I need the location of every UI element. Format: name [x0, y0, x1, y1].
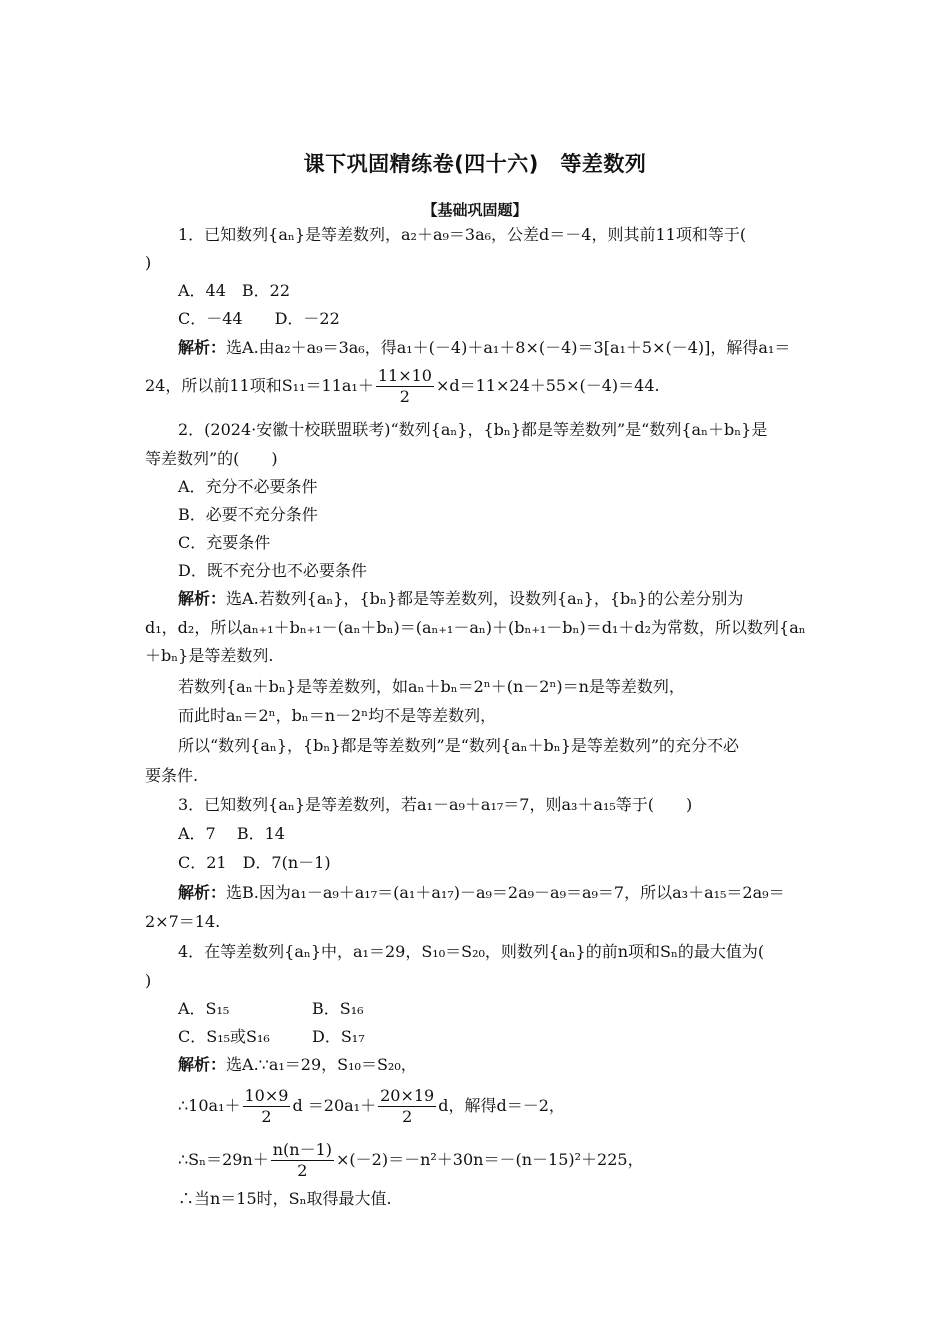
q2-solution-line6: 所以“数列{aₙ}，{bₙ}都是等差数列”是“数列{aₙ＋bₙ}是等差数列”的充分不必: [178, 736, 740, 755]
q2-option-c: C．充要条件: [178, 533, 271, 552]
q4-option-b: B．S₁₆: [312, 999, 364, 1018]
q3-stem: 3．已知数列{aₙ}是等差数列，若a₁－a₉＋a₁₇＝7，则a₃＋a₁₅等于( ): [178, 795, 693, 814]
q4-solution-line2: ∴10a₁＋ $\frac{10\times 9}{2}$ d ＝20a₁＋ $\frac{20\times 19}{2}$ d，解得d＝－2，: [178, 1086, 565, 1126]
q1-options-cd: C．－44 D．－22: [178, 309, 340, 328]
q4-stem: 4．在等差数列{aₙ}中，a₁＝29，S₁₀＝S₂₀，则数列{aₙ}的前n项和Sₙ的最大值为(: [178, 942, 765, 961]
q3-solution-line2: 2×7＝14.: [145, 912, 221, 931]
q4-option-d: D．S₁₇: [312, 1027, 365, 1046]
q1-stem-end: ): [145, 253, 152, 272]
q4-option-a: A．S₁₅: [178, 999, 230, 1018]
solution-label: 解析：: [178, 1055, 227, 1074]
q1-solution-line1: [178, 337, 790, 359]
q1-options-ab: A．44 B．22: [178, 281, 291, 300]
q2-solution-line1: 解析：选A.若数列{aₙ}，{bₙ}都是等差数列，设数列{aₙ}，{bₙ}的公差分别为: [178, 589, 744, 608]
q2-solution-line5: 而此时aₙ＝2ⁿ，bₙ＝n－2ⁿ均不是等差数列，: [178, 706, 497, 725]
q2-solution-line3: ＋bₙ}是等差数列.: [145, 646, 274, 665]
q2-solution-line4: 若数列{aₙ＋bₙ}是等差数列，如aₙ＋bₙ＝2ⁿ＋(n－2ⁿ)＝n是等差数列，: [178, 677, 685, 696]
q2-option-d: D．既不充分也不必要条件: [178, 561, 367, 580]
q2-solution-line2: d₁，d₂，所以aₙ₊₁＋bₙ₊₁－(aₙ＋bₙ)＝(aₙ₊₁－aₙ)＋(bₙ₊₁－bₙ)＝d₁＋d₂为常数，所以数列{aₙ: [145, 618, 806, 637]
section-heading: 【基础巩固题】: [422, 201, 528, 219]
fraction: $\frac{20\times 19}{2}$: [380, 1086, 435, 1126]
q2-option-a: A．充分不必要条件: [178, 477, 318, 496]
q3-options-cd: C．21 D．7(n－1): [178, 853, 331, 872]
q2-stem: 2．(2024·安徽十校联盟联考)“数列{aₙ}，{bₙ}都是等差数列”是“数列{aₙ＋bₙ}是: [178, 420, 768, 439]
q4-solution-line3: ∴Sₙ＝29n＋ $\frac{n(n-1)}{2}$ ×(－2)＝－n²＋30n＝－(n－15)²＋225，: [178, 1140, 644, 1180]
fraction: $\frac{n(n-1)}{2}$: [272, 1140, 333, 1180]
solution-label: 解析：: [178, 338, 227, 357]
q4-stem-end: ): [145, 971, 152, 990]
page-title: 课下巩固精练卷(四十六) 等差数列: [303, 152, 647, 176]
q3-solution-line1: 解析：选B.因为a₁－a₉＋a₁₇＝(a₁＋a₁₇)－a₉＝2a₉－a₉＝a₉＝7，所以a₃＋a₁₅＝2a₉＝: [178, 883, 785, 902]
q2-solution-line7: 要条件.: [145, 766, 199, 785]
q1-stem: 1．已知数列{aₙ}是等差数列，a₂＋a₉＝3a₆，公差d＝－4，则其前11项和等于(: [178, 225, 747, 244]
q3-options-ab: A．7 B．14: [178, 824, 285, 843]
q1-solution-text: 选A.由a₂＋a₉＝3a₆，得a₁＋(－4)＋a₁＋8×(－4)＝3[a₁＋5×(－4)]，解得a₁＝: [226, 338, 791, 357]
fraction: $\frac{11\times 10}{2}$: [377, 366, 432, 406]
q2-stem-end: 等差数列”的( ): [145, 449, 278, 468]
q4-solution-line4: ∴当n＝15时，Sₙ取得最大值.: [178, 1189, 392, 1208]
q4-solution-line1: 解析：选A.∵a₁＝29，S₁₀＝S₂₀，: [178, 1055, 417, 1074]
solution-label: 解析：: [178, 883, 227, 902]
q2-option-b: B．必要不充分条件: [178, 505, 318, 524]
q4-option-c: C．S₁₅或S₁₆: [178, 1027, 270, 1046]
solution-label: 解析：: [178, 589, 227, 608]
fraction: $\frac{10\times 9}{2}$: [244, 1086, 289, 1126]
q1-solution-line2: 24，所以前11项和S₁₁＝11a₁＋ $\frac{11\times 10}{2}$ ×d＝11×24＋55×(－4)＝44.: [145, 366, 660, 406]
